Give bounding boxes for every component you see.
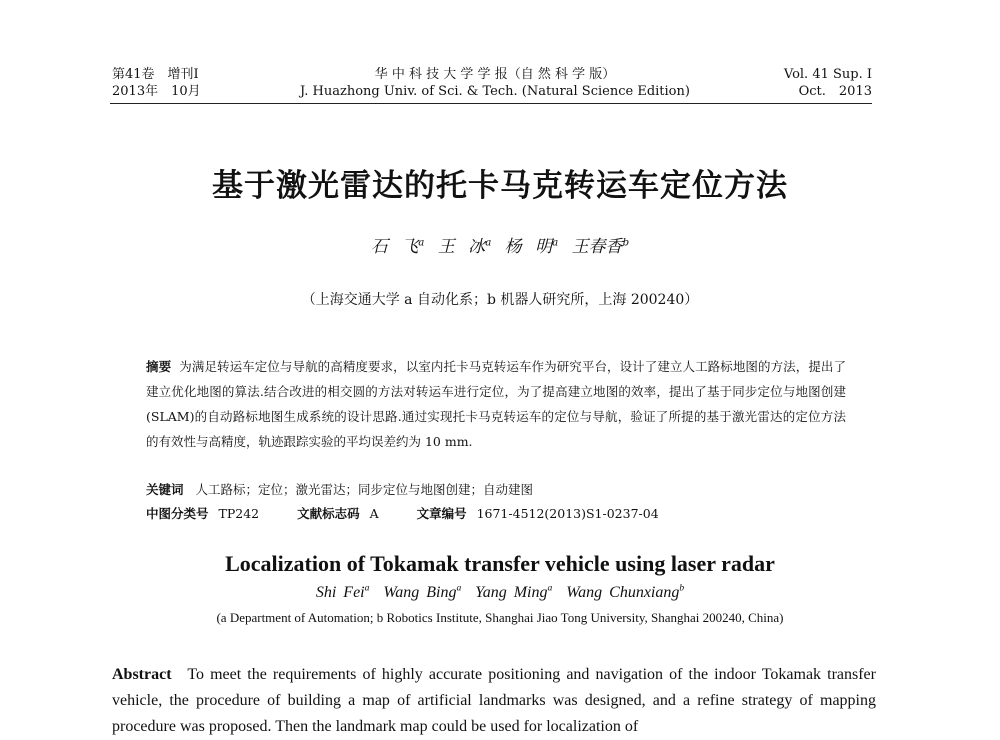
header-left xyxy=(112,66,201,100)
journal-en: J. Huazhong Univ. of Sci. & Tech. (Natural Science Edition) xyxy=(300,84,690,99)
author-cn: 杨 明$^a$ xyxy=(504,237,559,257)
header-right xyxy=(784,66,872,100)
article-number-value: 1671-4512(2013)S1-0237-04 xyxy=(476,506,659,521)
clc-value: TP242 xyxy=(218,506,260,521)
abstract-cn-label: 摘要 xyxy=(146,359,172,374)
title-cn: 基于激光雷达的托卡马克转运车定位方法 xyxy=(212,168,788,204)
classification-line xyxy=(146,504,665,522)
date-cn: 2013年 10月 xyxy=(112,84,201,99)
abstract-en xyxy=(112,662,876,740)
keywords-cn xyxy=(146,480,533,498)
doc-code-label: 文献标志码 xyxy=(297,506,360,521)
author-en: Shi Fei$^a$ xyxy=(315,583,370,602)
volume-en: Vol. 41 Sup. Ⅰ xyxy=(783,67,872,82)
affiliation-en: (a Department of Automation; b Robotics Institute, Shanghai Jiao Tong University, Shanghai 200240, China) xyxy=(216,610,784,625)
keywords-cn-label: 关键词 xyxy=(146,482,184,497)
abstract-en-text: To meet the requirements of highly accurate positioning and navigation of the indoor Tokamak transfer vehicle, the procedure of building a map of artificial landmarks was designed, and a refine strategy of mapping procedure was proposed. Then the landmark map could be used for localization of xyxy=(112,666,876,735)
authors-cn xyxy=(0,232,1000,257)
article-number-label: 文章编号 xyxy=(416,506,467,521)
affiliation-cn: （上海交通大学 a 自动化系；b 机器人研究所，上海 200240） xyxy=(301,292,699,308)
abstract-cn-text: 为满足转运车定位与导航的高精度要求，以室内托卡马克转运车作为研究平台，设计了建立人工路标地图的方法，提出了建立优化地图的算法.结合改进的相交圆的方法对转运车进行定位，为了提高建立地图的效率，提出了基于同步定位与地图创建(SLAM)的自动路标地图生成系统的设计思路.通过实现托卡马克转运车的定位与导航，验证了所提的基于激光雷达的定位方法的有效性与高精度，轨迹跟踪实验的平均误差约为 10 mm. xyxy=(146,359,846,449)
author-cn: 石 飞$^a$ xyxy=(370,237,425,257)
author-cn: 王春香$^b$ xyxy=(571,237,630,257)
abstract-en-label: Abstract xyxy=(112,666,172,683)
author-en: Yang Ming$^a$ xyxy=(475,583,553,602)
author-en: Wang Chunxiang$^b$ xyxy=(566,583,685,602)
volume-cn: 第41卷 增刊Ⅰ xyxy=(112,67,199,82)
header-rule xyxy=(110,103,872,104)
author-cn: 王 冰$^a$ xyxy=(437,237,492,257)
keywords-cn-text: 人工路标；定位；激光雷达；同步定位与地图创建；自动建图 xyxy=(195,482,533,497)
clc-label: 中图分类号 xyxy=(146,506,209,521)
authors-en xyxy=(0,583,1000,602)
journal-cn: 华 中 科 技 大 学 学 报（自 然 科 学 版） xyxy=(374,67,616,82)
author-en: Wang Bing$^a$ xyxy=(383,583,462,602)
doc-code-value: A xyxy=(369,506,379,521)
date-en: Oct. 2013 xyxy=(798,84,872,99)
abstract-cn xyxy=(146,354,846,454)
header-center xyxy=(290,66,700,100)
title-en: Localization of Tokamak transfer vehicle using laser radar xyxy=(225,551,775,576)
